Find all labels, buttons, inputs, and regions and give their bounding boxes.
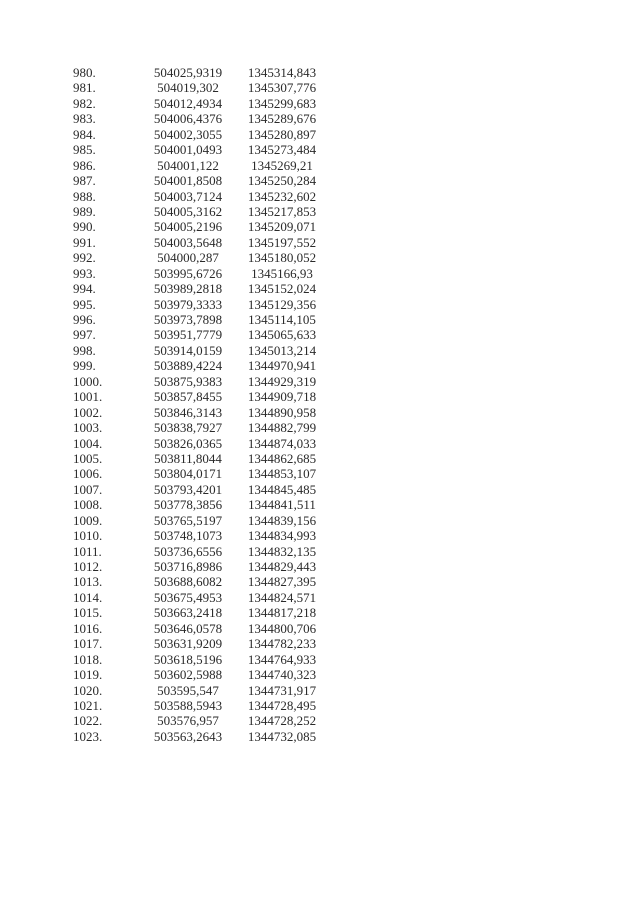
x-coordinate: 503595,547 bbox=[157, 682, 219, 698]
point-number: 990. bbox=[73, 219, 96, 235]
table-row bbox=[73, 65, 329, 80]
table-row bbox=[73, 358, 329, 373]
x-coordinate: 503989,2818 bbox=[153, 281, 223, 297]
y-coordinate: 1345273,484 bbox=[247, 142, 317, 158]
table-row bbox=[73, 158, 329, 173]
x-coordinate: 503857,8455 bbox=[153, 389, 223, 405]
point-number: 1013. bbox=[73, 574, 103, 590]
point-number: 1000. bbox=[73, 373, 103, 389]
table-row bbox=[73, 451, 329, 466]
table-row bbox=[73, 204, 329, 219]
x-coordinate: 503716,8986 bbox=[153, 559, 223, 574]
y-coordinate: 1345114,105 bbox=[248, 312, 316, 327]
x-coordinate: 504001,8508 bbox=[153, 173, 223, 189]
point-number: 989. bbox=[73, 203, 96, 219]
x-coordinate: 504019,302 bbox=[157, 80, 219, 96]
y-coordinate: 1345269,21 bbox=[251, 157, 313, 173]
x-coordinate: 503618,5196 bbox=[153, 651, 223, 667]
point-number: 1006. bbox=[73, 466, 103, 482]
x-coordinate: 503889,4224 bbox=[153, 358, 223, 374]
table-row bbox=[73, 590, 329, 605]
table-row bbox=[73, 528, 329, 543]
x-coordinate: 504000,287 bbox=[157, 250, 219, 266]
y-coordinate: 1344970,941 bbox=[247, 358, 317, 374]
y-coordinate: 1344909,718 bbox=[247, 389, 317, 405]
x-coordinate: 503995,6726 bbox=[153, 265, 223, 281]
table-row bbox=[73, 343, 329, 358]
point-number: 1014. bbox=[73, 589, 103, 605]
y-coordinate: 1344929,319 bbox=[247, 373, 317, 389]
y-coordinate: 1344839,156 bbox=[247, 512, 317, 528]
table-row bbox=[73, 80, 329, 95]
y-coordinate: 1345197,552 bbox=[247, 234, 317, 250]
table-row bbox=[73, 713, 329, 728]
x-coordinate: 503793,4201 bbox=[153, 481, 223, 497]
y-coordinate: 1344862,685 bbox=[247, 450, 317, 466]
table-row bbox=[73, 667, 329, 682]
table-row bbox=[73, 327, 329, 342]
point-number: 1011. bbox=[73, 543, 102, 559]
y-coordinate: 1345280,897 bbox=[247, 126, 317, 142]
x-coordinate: 503811,8044 bbox=[154, 450, 222, 466]
point-number: 1009. bbox=[73, 512, 103, 528]
point-number: 982. bbox=[73, 95, 96, 111]
point-number: 994. bbox=[73, 281, 96, 297]
y-coordinate: 1345299,683 bbox=[247, 95, 317, 111]
point-number: 1007. bbox=[73, 481, 103, 497]
y-coordinate: 1344841,511 bbox=[248, 497, 316, 513]
point-number: 1004. bbox=[73, 435, 103, 451]
point-number: 995. bbox=[73, 296, 96, 312]
x-coordinate: 504012,4934 bbox=[153, 95, 223, 111]
x-coordinate: 503663,2418 bbox=[153, 605, 223, 621]
point-number: 1018. bbox=[73, 651, 103, 667]
table-row bbox=[73, 405, 329, 420]
point-number: 992. bbox=[73, 250, 96, 266]
table-row bbox=[73, 219, 329, 234]
coordinates-table-body bbox=[73, 65, 329, 744]
point-number: 1016. bbox=[73, 620, 103, 636]
table-row bbox=[73, 312, 329, 327]
x-coordinate: 504005,3162 bbox=[153, 203, 223, 219]
y-coordinate: 1345209,071 bbox=[247, 219, 317, 235]
table-row bbox=[73, 96, 329, 111]
x-coordinate: 504005,2196 bbox=[153, 219, 223, 235]
table-row bbox=[73, 482, 329, 497]
x-coordinate: 504003,5648 bbox=[153, 234, 223, 250]
table-row bbox=[73, 111, 329, 126]
point-number: 1019. bbox=[73, 667, 103, 683]
coordinates-table bbox=[73, 65, 329, 744]
table-row bbox=[73, 652, 329, 667]
y-coordinate: 1344882,799 bbox=[247, 420, 317, 436]
y-coordinate: 1345129,356 bbox=[247, 296, 317, 312]
table-row bbox=[73, 574, 329, 589]
table-row bbox=[73, 250, 329, 265]
point-number: 1002. bbox=[73, 404, 103, 420]
point-number: 1010. bbox=[73, 528, 103, 544]
table-row bbox=[73, 497, 329, 512]
table-row bbox=[73, 513, 329, 528]
y-coordinate: 1345166,93 bbox=[251, 265, 313, 281]
y-coordinate: 1345314,843 bbox=[247, 65, 317, 80]
x-coordinate: 503602,5988 bbox=[153, 667, 223, 683]
x-coordinate: 503646,0578 bbox=[153, 620, 223, 636]
point-number: 1022. bbox=[73, 713, 103, 729]
point-number: 988. bbox=[73, 188, 96, 204]
point-number: 999. bbox=[73, 358, 96, 374]
y-coordinate: 1345013,214 bbox=[247, 342, 317, 358]
y-coordinate: 1344874,033 bbox=[247, 435, 317, 451]
x-coordinate: 503973,7898 bbox=[153, 312, 223, 327]
y-coordinate: 1345180,052 bbox=[247, 250, 317, 266]
point-number: 993. bbox=[73, 265, 96, 281]
x-coordinate: 503778,3856 bbox=[153, 497, 223, 513]
y-coordinate: 1344890,958 bbox=[247, 404, 317, 420]
y-coordinate: 1344827,395 bbox=[247, 574, 317, 590]
y-coordinate: 1345152,024 bbox=[247, 281, 317, 297]
table-row bbox=[73, 142, 329, 157]
point-number: 996. bbox=[73, 312, 96, 327]
x-coordinate: 504025,9319 bbox=[153, 65, 223, 80]
table-row bbox=[73, 297, 329, 312]
point-number: 1008. bbox=[73, 497, 103, 513]
table-row bbox=[73, 127, 329, 142]
table-row bbox=[73, 559, 329, 574]
x-coordinate: 503875,9383 bbox=[153, 373, 223, 389]
table-row bbox=[73, 605, 329, 620]
x-coordinate: 503838,7927 bbox=[153, 420, 223, 436]
point-number: 986. bbox=[73, 157, 96, 173]
point-number: 987. bbox=[73, 173, 96, 189]
x-coordinate: 503765,5197 bbox=[153, 512, 223, 528]
x-coordinate: 503979,3333 bbox=[153, 296, 223, 312]
x-coordinate: 503631,9209 bbox=[153, 636, 223, 652]
y-coordinate: 1344728,495 bbox=[247, 697, 317, 713]
point-number: 1023. bbox=[73, 728, 103, 744]
x-coordinate: 503736,6556 bbox=[153, 543, 223, 559]
x-coordinate: 504001,122 bbox=[157, 157, 219, 173]
y-coordinate: 1344782,233 bbox=[247, 636, 317, 652]
point-number: 1012. bbox=[73, 559, 103, 574]
table-row bbox=[73, 235, 329, 250]
point-number: 1005. bbox=[73, 450, 103, 466]
table-row bbox=[73, 466, 329, 481]
y-coordinate: 1344800,706 bbox=[247, 620, 317, 636]
x-coordinate: 503688,6082 bbox=[153, 574, 223, 590]
y-coordinate: 1345307,776 bbox=[247, 80, 317, 96]
x-coordinate: 503563,2643 bbox=[153, 728, 223, 744]
x-coordinate: 503951,7779 bbox=[153, 327, 223, 343]
table-row bbox=[73, 729, 329, 744]
x-coordinate: 504003,7124 bbox=[153, 188, 223, 204]
y-coordinate: 1344845,485 bbox=[247, 481, 317, 497]
point-number: 998. bbox=[73, 342, 96, 358]
y-coordinate: 1344829,443 bbox=[247, 559, 317, 574]
table-row bbox=[73, 189, 329, 204]
table-row bbox=[73, 698, 329, 713]
y-coordinate: 1345250,284 bbox=[247, 173, 317, 189]
x-coordinate: 503675,4953 bbox=[153, 589, 223, 605]
y-coordinate: 1344732,085 bbox=[247, 728, 317, 744]
point-number: 997. bbox=[73, 327, 96, 343]
point-number: 1020. bbox=[73, 682, 103, 698]
point-number: 1001. bbox=[73, 389, 103, 405]
y-coordinate: 1344832,135 bbox=[247, 543, 317, 559]
point-number: 1015. bbox=[73, 605, 103, 621]
point-number: 991. bbox=[73, 234, 96, 250]
table-row bbox=[73, 281, 329, 296]
table-row bbox=[73, 389, 329, 404]
x-coordinate: 504006,4376 bbox=[153, 111, 223, 127]
x-coordinate: 503846,3143 bbox=[153, 404, 223, 420]
x-coordinate: 503588,5943 bbox=[153, 697, 223, 713]
y-coordinate: 1344853,107 bbox=[247, 466, 317, 482]
table-row bbox=[73, 621, 329, 636]
y-coordinate: 1344834,993 bbox=[247, 528, 317, 544]
point-number: 1017. bbox=[73, 636, 103, 652]
y-coordinate: 1345065,633 bbox=[247, 327, 317, 343]
table-row bbox=[73, 636, 329, 651]
y-coordinate: 1344817,218 bbox=[247, 605, 317, 621]
point-number: 980. bbox=[73, 65, 96, 80]
y-coordinate: 1344764,933 bbox=[247, 651, 317, 667]
x-coordinate: 503576,957 bbox=[157, 713, 219, 729]
y-coordinate: 1345217,853 bbox=[247, 203, 317, 219]
table-row bbox=[73, 173, 329, 188]
x-coordinate: 504002,3055 bbox=[153, 126, 223, 142]
point-number: 985. bbox=[73, 142, 96, 158]
x-coordinate: 503914,0159 bbox=[153, 342, 223, 358]
point-number: 1021. bbox=[73, 697, 103, 713]
table-row bbox=[73, 436, 329, 451]
point-number: 984. bbox=[73, 126, 96, 142]
point-number: 981. bbox=[73, 80, 96, 96]
x-coordinate: 503826,0365 bbox=[153, 435, 223, 451]
table-row bbox=[73, 420, 329, 435]
point-number: 1003. bbox=[73, 420, 103, 436]
point-number: 983. bbox=[73, 111, 96, 127]
y-coordinate: 1344728,252 bbox=[247, 713, 317, 729]
y-coordinate: 1345232,602 bbox=[247, 188, 317, 204]
y-coordinate: 1344824,571 bbox=[247, 589, 317, 605]
x-coordinate: 503804,0171 bbox=[153, 466, 223, 482]
table-row bbox=[73, 374, 329, 389]
table-row bbox=[73, 266, 329, 281]
table-row bbox=[73, 683, 329, 698]
table-row bbox=[73, 544, 329, 559]
y-coordinate: 1344740,323 bbox=[247, 667, 317, 683]
x-coordinate: 503748,1073 bbox=[153, 528, 223, 544]
y-coordinate: 1345289,676 bbox=[247, 111, 317, 127]
y-coordinate: 1344731,917 bbox=[247, 682, 317, 698]
x-coordinate: 504001,0493 bbox=[153, 142, 223, 158]
